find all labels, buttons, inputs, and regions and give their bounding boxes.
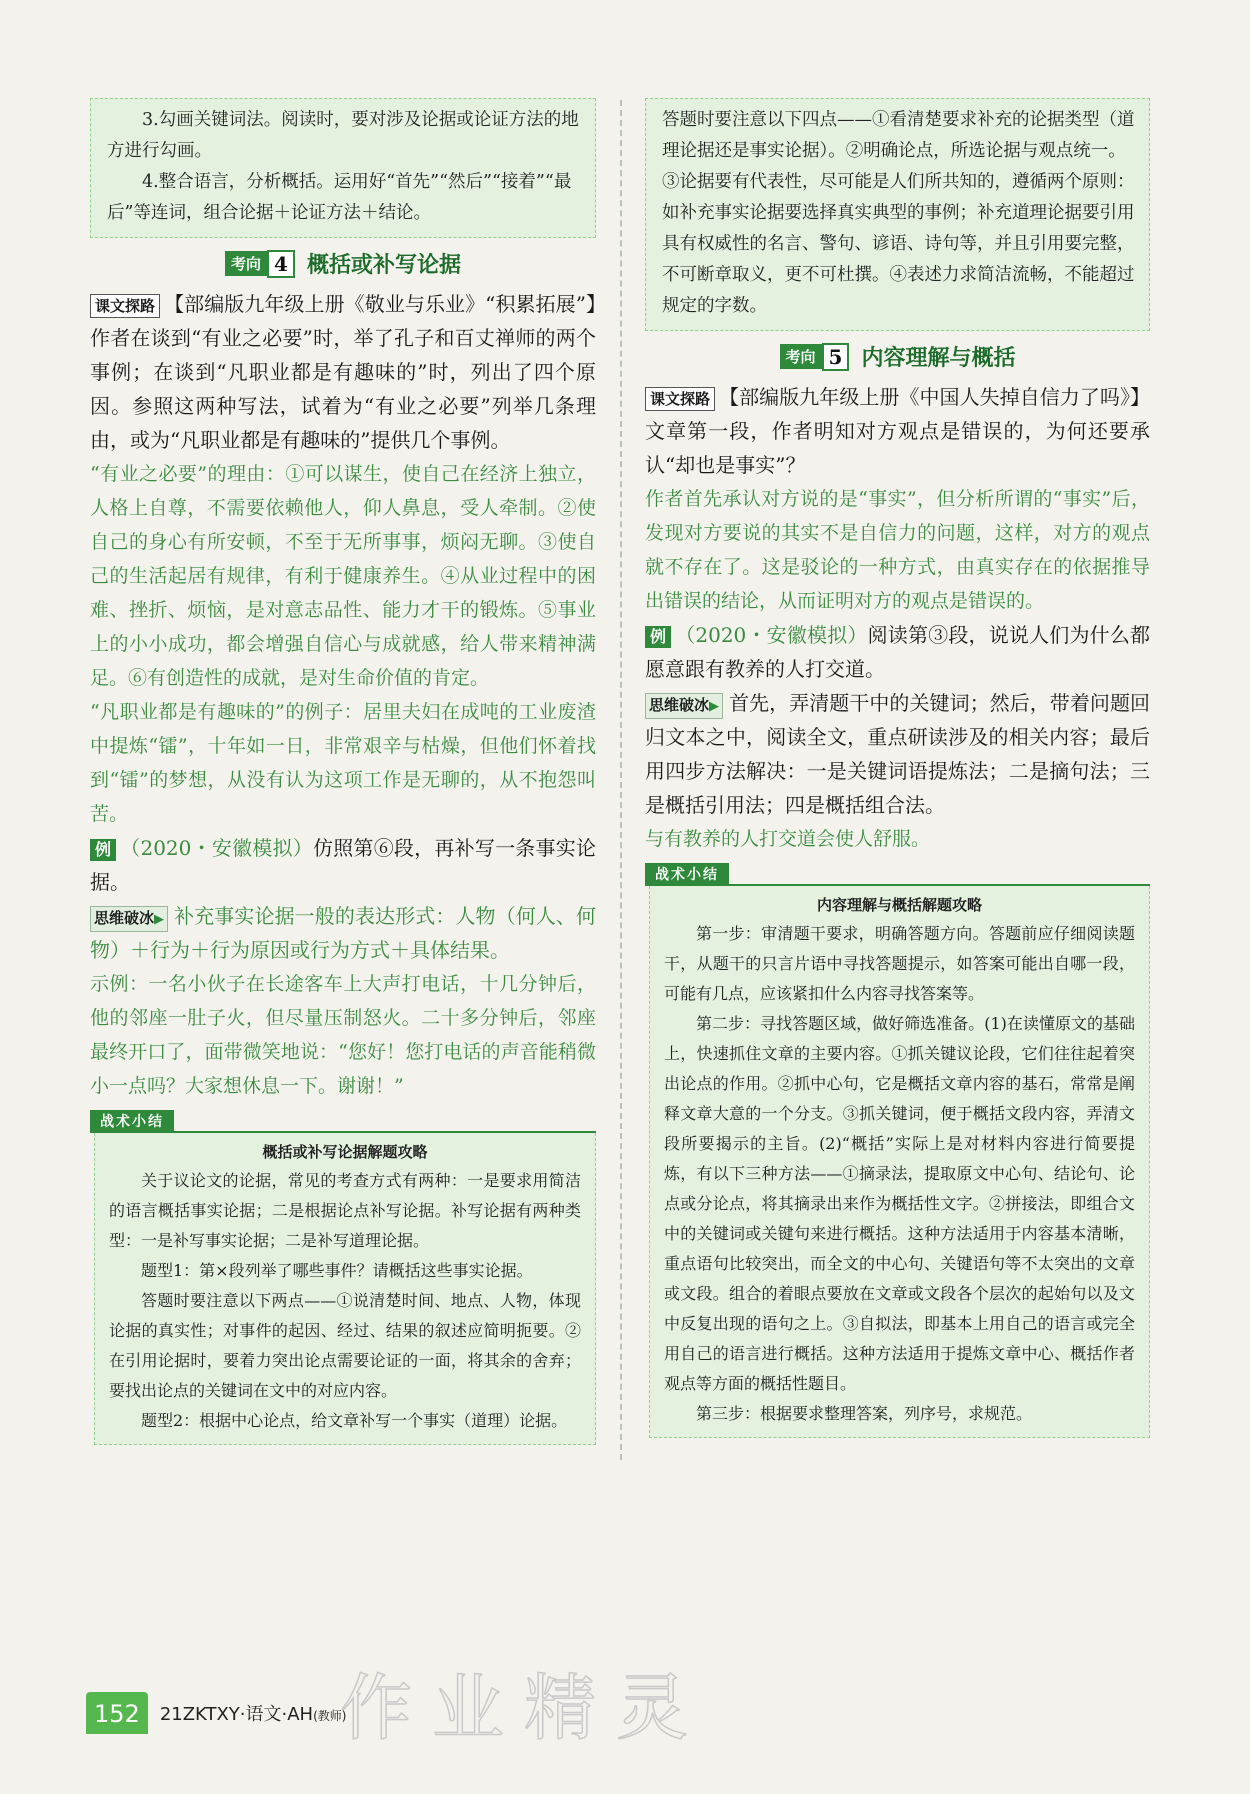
- tactics-para: 关于议论文的论据，常见的考查方式有两种：一是要求用简洁的语言概括事实论据；二是根据论点补写论据。补写论据有两种类型：一是补写事实论据；二是补写道理论据。: [109, 1171, 581, 1250]
- method-item-3: 3.勾画关键词法。阅读时，要对涉及论据或论证方法的地方进行勾画。: [107, 110, 579, 161]
- section-heading-5: [645, 341, 1150, 372]
- example-question: [645, 618, 1150, 686]
- example-question: [90, 831, 596, 899]
- kwtl-question: [645, 380, 1150, 482]
- tactics-title: 内容理解与概括解题攻略: [816, 896, 982, 914]
- tactics-para: 第一步：审清题干要求，明确答题方向。答题前应仔细阅读题干，从题干的只言片语中寻找答题提示，如答案可能出自哪一段，可能有几点，应该紧扣什么内容寻找答案等。: [664, 924, 1135, 1003]
- answer-text: 作者首先承认对方说的是“事实”，但分析所谓的“事实”后，发现对方要说的其实不是自信力的问题，这样，对方的观点就不存在了。这是驳论的一种方式，由真实存在的依据推导出错误的结论，从而证明对方的观点是错误的。: [645, 488, 1150, 612]
- page-footer: [86, 1692, 346, 1734]
- tactics-label: 战术小结: [645, 863, 729, 884]
- play-icon: ▶: [154, 912, 165, 927]
- answer-points: 答题时要注意以下四点——①看清楚要求补充的论据类型（道理论据还是事实论据）。②明确论点，所选论据与观点统一。③论据要有代表性，尽可能是人们所共知的，遵循两个原则：如补充事实论据要选择真实典型的事例；补充道理论据要引用具有权威性的名言、警句、谚语、诗句等，并且引用要完整，不可断章取义，更不可杜撰。④表述力求简洁流畅，不能超过规定的字数。: [662, 110, 1135, 316]
- watermark: 作业精灵: [340, 1666, 709, 1750]
- example-label: 例: [645, 626, 671, 648]
- tactics-para: 题型2：根据中心论点，给文章补写一个事实（道理）论据。: [141, 1411, 568, 1430]
- thinking-hint: [645, 686, 1150, 822]
- kwtl-label: 课文探路: [90, 294, 160, 318]
- method-box-right: [645, 98, 1150, 331]
- section-number: 5: [822, 343, 850, 371]
- tactics-para: 题型1：第×段列举了哪些事件？请概括这些事实论据。: [141, 1261, 533, 1280]
- tactics-box-left: [94, 1133, 596, 1445]
- thinking-hint: [90, 899, 596, 967]
- kwtl-question: [90, 287, 596, 457]
- kwtl-label: 课文探路: [645, 387, 715, 411]
- right-column: [645, 98, 1150, 1438]
- tactics-header-left: [90, 1111, 596, 1133]
- thinking-answer: 示例：一名小伙子在长途客车上大声打电话，十几分钟后，他的邻座一肚子火，但尽量压制怒火。二十多分钟后，邻座最终开口了，面带微笑地说：“您好！您打电话的声音能稍微小一点吗？大家想休息一下。谢谢！”: [90, 973, 596, 1097]
- tactics-title: 概括或补写论据解题攻略: [262, 1143, 428, 1161]
- example-source: （2020・安徽模拟）: [675, 623, 868, 647]
- kwtl-text: 【部编版九年级上册《敬业与乐业》“积累拓展”】作者在谈到“有业之必要”时，举了孔子和百丈禅师的两个事例；在谈到“凡职业都是有趣味的”时，列出了四个原因。参照这两种写法，试着为“有业之必要”列举几条理由，或为“凡职业都是有趣味的”提供几个事例。: [90, 292, 596, 452]
- thinking-label: 思维破冰▶: [90, 906, 168, 932]
- thinking-text: 补充事实论据一般的表达形式：人物（何人、何物）＋行为＋行为原因或行为方式＋具体结果。: [90, 904, 596, 962]
- example-text: 阅读第③段，说说人们为什么都愿意跟有教养的人打交道。: [645, 623, 1151, 681]
- method-box-left: [90, 98, 596, 238]
- tactics-para: 答题时要注意以下两点——①说清楚时间、地点、人物，体现论据的真实性；对事件的起因、经过、结果的叙述应简明扼要。②在引用论据时，要着力突出论点需要论证的一面，将其余的舍弃；要找出论点的关键词在文中的对应内容。: [109, 1291, 581, 1400]
- example-source: （2020・安徽模拟）: [120, 836, 313, 860]
- method-item-4: 4.整合语言，分析概括。运用好“首先”“然后”“接着”“最后”等连词，组合论据＋论证方法＋结论。: [107, 172, 572, 223]
- answer-reasons: “有业之必要”的理由：①可以谋生，使自己在经济上独立，人格上自尊，不需要依赖他人，仰人鼻息，受人牵制。②使自己的身心有所安顿，不至于无所事事，烦闷无聊。③使自己的生活起居有规律，有利于健康养生。④从业过程中的困难、挫折、烦恼，是对意志品性、能力才干的锻炼。⑤事业上的小小成功，都会增强自信心与成就感，给人带来精神满足。⑥有创造性的成就，是对生命价值的肯定。: [90, 463, 596, 689]
- example-text: 仿照第⑥段，再补写一条事实论据。: [90, 836, 597, 894]
- section-number: 4: [267, 250, 295, 278]
- section-tag: 考向: [225, 251, 267, 276]
- page-number: 152: [86, 1692, 148, 1734]
- section-tag: 考向: [780, 344, 822, 369]
- tactics-box-right: [649, 886, 1150, 1438]
- tactics-label: 战术小结: [90, 1110, 174, 1131]
- column-divider: [620, 100, 622, 1460]
- section-heading-4: [90, 248, 596, 279]
- thinking-text: 首先，弄清题干中的关键词；然后，带着问题回归文本之中，阅读全文，重点研读涉及的相关内容；最后用四步方法解决：一是关键词语提炼法；二是摘句法；三是概括引用法；四是概括组合法。: [645, 691, 1150, 817]
- section-title: 内容理解与概括: [861, 346, 1016, 371]
- answer-examples: “凡职业都是有趣味的”的例子：居里夫妇在成吨的工业废渣中提炼“镭”，十年如一日，非常艰辛与枯燥，但他们怀着找到“镭”的梦想，从没有认为这项工作是无聊的，从不抱怨叫苦。: [90, 701, 596, 825]
- play-icon: ▶: [709, 699, 720, 714]
- example-label: 例: [90, 839, 116, 861]
- tactics-para: 第二步：寻找答题区域，做好筛选准备。(1)在读懂原文的基础上，快速抓住文章的主要内容。①抓关键议论段，它们往往起着突出论点的作用。②抓中心句，它是概括文章内容的基石，常常是阐释文章大意的一个分支。③抓关键词，便于概括文段内容，弄清文段所要揭示的主旨。(2)“概括”实际上是对材料内容进行简要提炼，有以下三种方法——①摘录法，提取原文中心句、结论句、论点或分论点，将其摘录出来作为概括性文字。②拼接法，即组合文中的关键词或关键句来进行概括。这种方法适用于内容基本清晰，重点语句比较突出，而全文的中心句、关键语句等不太突出的文章或文段。组合的着眼点要放在文章或文段各个层次的起始句以及文中反复出现的语句之上。③自拟法，即基本上用自己的语言或完全用自己的语言进行概括。这种方法适用于提炼文章中心、概括作者观点等方面的概括性题目。: [664, 1014, 1135, 1393]
- section-title: 概括或补写论据: [306, 253, 461, 278]
- kwtl-text: 【部编版九年级上册《中国人失掉自信力了吗》】文章第一段，作者明知对方观点是错误的，为何还要承认“却也是事实”？: [645, 385, 1150, 477]
- thinking-label: 思维破冰▶: [645, 693, 723, 719]
- thinking-answer: 与有教养的人打交道会使人舒服。: [645, 828, 931, 850]
- tactics-para: 第三步：根据要求整理答案，列序号，求规范。: [696, 1404, 1033, 1423]
- book-code-suffix: (教师): [313, 1709, 347, 1723]
- book-code: 21ZKTXY·语文·AH(教师): [159, 1704, 347, 1725]
- tactics-header-right: [645, 864, 1150, 886]
- left-column: [90, 98, 596, 1445]
